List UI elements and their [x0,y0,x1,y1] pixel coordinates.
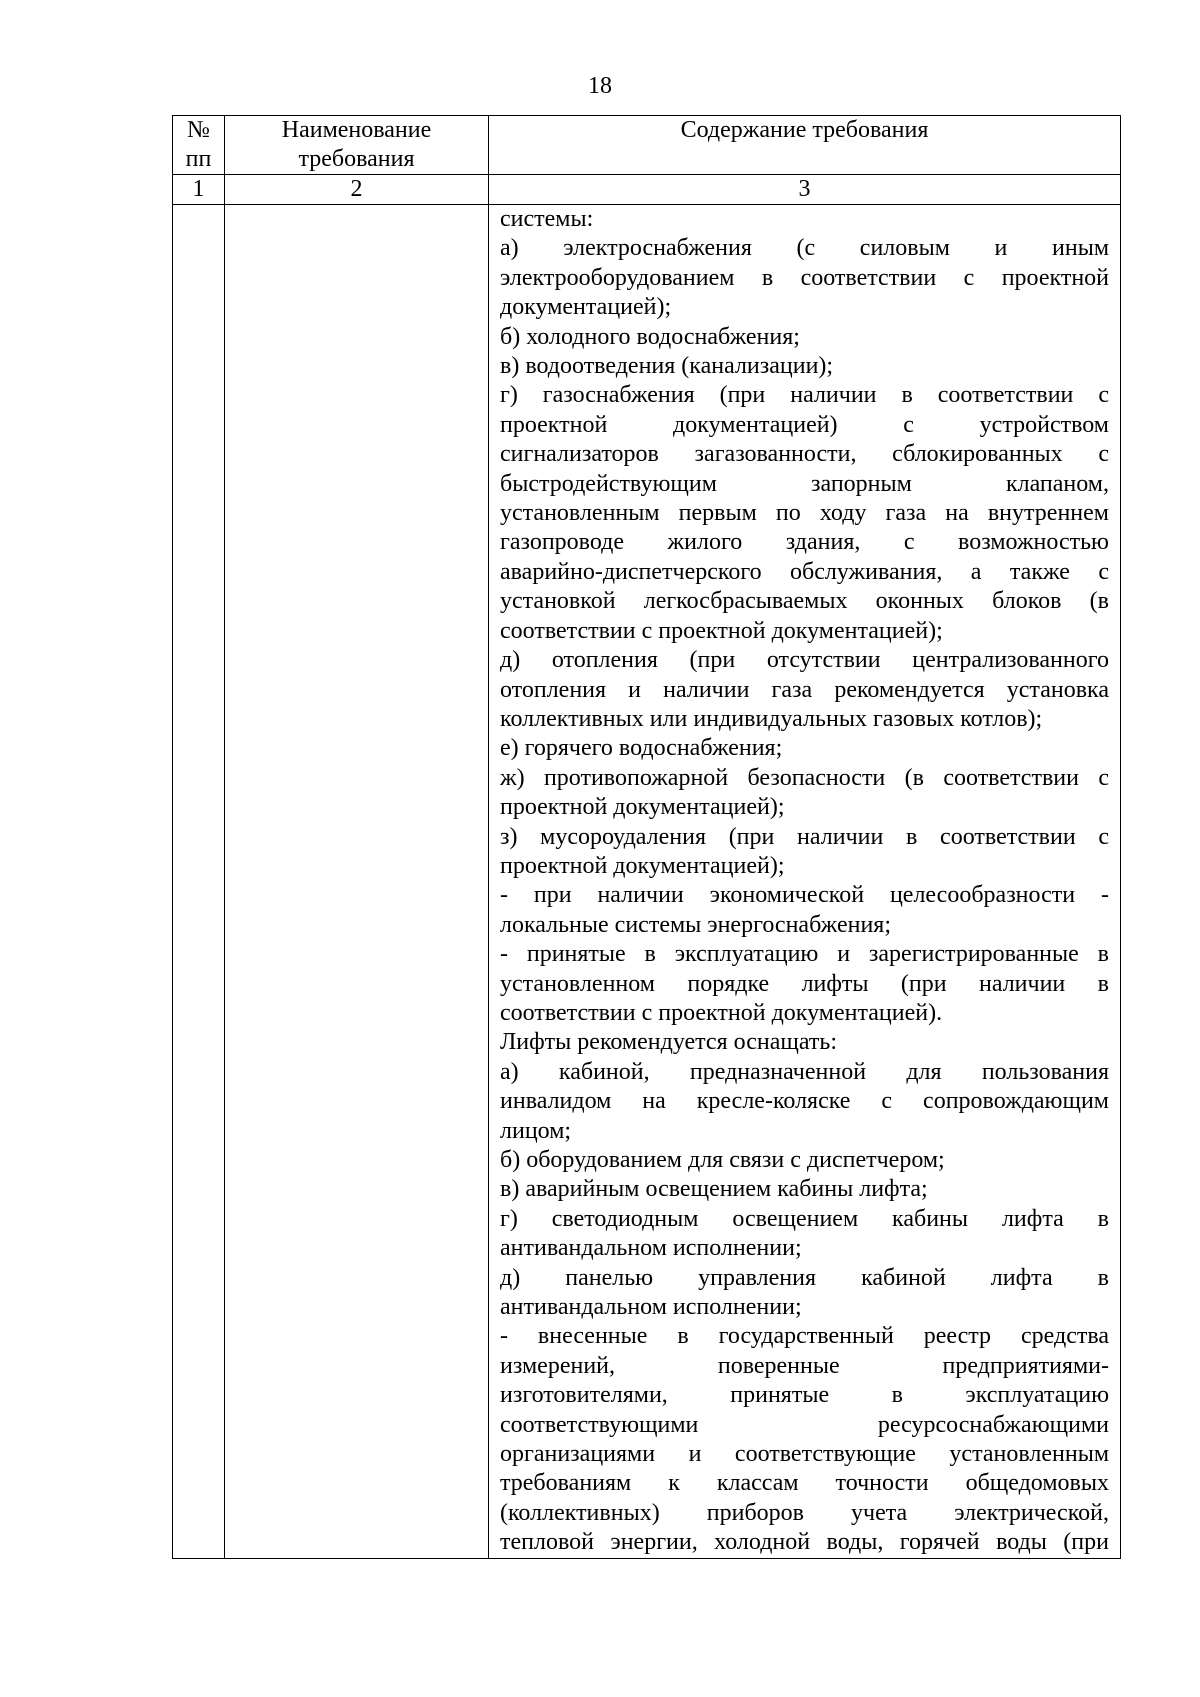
requirement-content [489,205,1120,1558]
content-line: сигнализаторов загазованности, сблокированных с [500,441,1109,468]
content-line: соответствующими ресурсоснабжающими [500,1411,1109,1438]
content-line: д) панелью управления кабиной лифта в [500,1264,1109,1291]
row-content-cell [489,205,1121,1559]
row-name-cell [225,205,489,1559]
column-number-3: 3 [489,175,1121,205]
column-number-1: 1 [173,175,225,205]
content-line: организациями и соответствующие установленным [500,1441,1109,1468]
header-requirement-name-line-2: требования [298,146,415,172]
content-line: ж) противопожарной безопасности (в соответствии с [500,764,1109,791]
content-line: соответствии с проектной документацией). [500,999,943,1026]
table-header-row [173,116,1121,175]
content-line: инвалидом на кресле-коляске с сопровождающим [500,1088,1109,1115]
content-line: проектной документацией); [500,794,785,821]
column-number-row [173,175,1121,205]
content-line: отопления и наличии газа рекомендуется установка [500,676,1109,703]
content-line: в) аварийным освещением кабины лифта; [500,1176,928,1203]
content-line: газопроводе жилого здания, с возможностью [500,529,1109,556]
page-number: 18 [588,73,612,99]
header-requirement-content [489,116,1121,175]
content-line: проектной документацией); [500,852,785,879]
row-number-cell [173,205,225,1559]
content-line: антивандальном исполнении; [500,1294,802,1321]
content-line: установленным первым по ходу газа на внутреннем [500,500,1109,527]
content-line: а) кабиной, предназначенной для пользования [500,1058,1109,1085]
content-line: установкой легкосбрасываемых оконных блоков (в [500,588,1109,615]
content-line: локальные системы энергоснабжения; [500,911,891,938]
content-line: установленном порядке лифты (при наличии в [500,970,1109,997]
requirements-table [172,115,1121,1559]
content-line: е) горячего водоснабжения; [500,735,783,762]
content-line: б) холодного водоснабжения; [500,323,800,350]
content-line: требованиям к классам точности общедомовых [500,1470,1109,1497]
content-line: г) светодиодным освещением кабины лифта в [500,1205,1109,1232]
content-line: электрооборудованием в соответствии с проектной [500,264,1109,291]
header-number-line-2: пп [185,146,212,172]
content-line: тепловой энергии, холодной воды, горячей воды (при [500,1529,1109,1556]
content-line: изготовителями, принятые в эксплуатацию [500,1382,1109,1409]
content-line: б) оборудованием для связи с диспетчером; [500,1147,945,1173]
content-line: з) мусороудаления (при наличии в соответствии с [500,823,1109,850]
content-line: в) водоотведения (канализации); [500,353,834,380]
column-number-2: 2 [225,175,489,205]
content-line: - при наличии экономической целесообразности - [500,882,1109,909]
content-line: - внесенные в государственный реестр средства [500,1323,1109,1350]
content-line: соответствии с проектной документацией); [500,617,943,644]
table-row [173,205,1121,1559]
content-line: лицом; [500,1117,572,1144]
content-line: измерений, поверенные предприятиями- [500,1352,1109,1379]
content-line: антивандальном исполнении; [500,1235,802,1262]
content-line: документацией); [500,294,672,321]
content-line: - принятые в эксплуатацию и зарегистрированные в [500,941,1109,968]
content-line: проектной документацией) с устройством [500,411,1109,438]
content-line: (коллективных) приборов учета электрической, [500,1499,1109,1526]
header-requirement-name [225,116,489,175]
content-line: аварийно-диспетчерского обслуживания, а также с [500,558,1109,585]
header-number [173,116,225,175]
content-line: Лифты рекомендуется оснащать: [500,1029,837,1056]
content-line: системы: [500,206,594,232]
content-line: быстродействующим запорным клапаном, [500,470,1109,497]
header-requirement-name-line-1: Наименование [281,117,432,143]
content-line: а) электроснабжения (с силовым и иным [500,235,1109,262]
header-number-line-1: № [187,117,210,143]
content-line: коллективных или индивидуальных газовых котлов); [500,705,1043,732]
content-line: д) отопления (при отсутствии централизованного [500,647,1109,674]
content-line: г) газоснабжения (при наличии в соответствии с [500,382,1109,409]
header-requirement-content-line-1: Содержание требования [680,117,929,143]
